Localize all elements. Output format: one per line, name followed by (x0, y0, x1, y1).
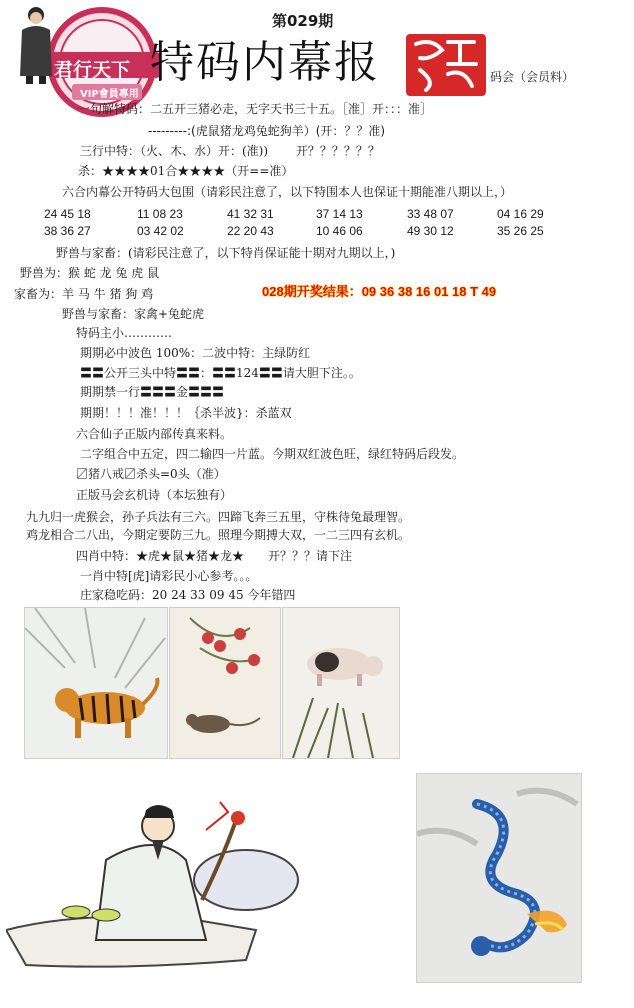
number-group: 41 32 31 (227, 207, 274, 221)
badge-subtitle: VIP會員專用 (80, 89, 139, 100)
poem-line-2: 鸡龙相合二八出，今期定要防三九。照理今期搏大双，一二三四有玄机。 (26, 528, 411, 542)
tiger-icon (25, 608, 167, 758)
fairy-line: 六合仙子正版内部传真来料。 (76, 427, 233, 441)
number-group: 22 20 43 (227, 224, 274, 238)
issue-number: 第029期 (272, 12, 334, 30)
zodiac-line: ---------:(虎鼠猪龙鸡兔蛇狗羊）(开：？？准) (148, 124, 386, 138)
one-zodiac-line: 一肖中特[虎]请彩民小心参考。。。 (80, 569, 258, 583)
encircle-heading: 六合内幕公开特码大包围（请彩民注意了，以下特围本人也保证十期能准八期以上，） (62, 185, 513, 199)
seal-stamp-icon (402, 30, 490, 100)
number-group: 33 48 07 (407, 207, 454, 221)
size-line: 特码主小………… (76, 326, 173, 340)
beast-pick-line: 野兽与家畜：家禽+兔蛇虎 (62, 307, 205, 321)
number-group: 11 08 23 (137, 207, 183, 221)
red-seal (402, 30, 490, 100)
tiger-painting (24, 607, 168, 759)
four-zodiac-line: 四肖中特：★虎★鼠★猪★龙★ 开？？？请下注 (76, 549, 353, 563)
number-group: 24 45 18 (44, 207, 91, 221)
poem-line-1: 九九归一虎猴会，孙子兵法有三六。四蹄飞奔三五里，守株待兔最理智。 (26, 510, 411, 524)
poem-heading: 正版马会玄机诗（本坛独有） (76, 488, 233, 502)
man-figure-icon (16, 6, 56, 84)
dragon-icon (417, 774, 581, 982)
draw-result: 028期开奖结果：09 36 38 16 01 18 T 49 (262, 284, 497, 299)
subtitle: 码会（会员料） (490, 70, 575, 84)
rat-icon (170, 608, 280, 758)
number-group: 37 14 13 (316, 207, 363, 221)
pig-line: 〼猪八戒〼杀头=0头（准） (76, 467, 226, 481)
man-figure (16, 6, 56, 84)
number-group: 04 16 29 (497, 207, 544, 221)
heads-line: 〓〓公开三头中特〓〓：〓〓124〓〓请大胆下注。。 (80, 366, 361, 380)
color-line: 期期必中波色 100%：二波中特：主绿防红 (80, 346, 311, 360)
wild-beasts-line: 野兽为：猴 蛇 龙 兔 虎 鼠 (20, 266, 160, 280)
domestic-line: 家畜为：羊 马 牛 猪 狗 鸡 (14, 287, 154, 301)
beast-heading: 野兽与家畜：(请彩民注意了，以下特肖保证能十期对九期以上，) (56, 246, 396, 260)
number-group: 38 36 27 (44, 224, 91, 238)
page-title: 特码内幕报 (150, 37, 380, 88)
number-group: 35 26 25 (497, 224, 544, 238)
number-grid (44, 207, 604, 241)
badge-title: 君行天下 (54, 59, 131, 81)
number-group: 10 46 06 (316, 224, 363, 238)
scholar-icon (6, 790, 314, 980)
number-group: 49 30 12 (407, 224, 454, 238)
pig-icon (283, 608, 399, 758)
pig-painting (282, 607, 400, 759)
dragon-painting (416, 773, 582, 983)
scholar-illustration (6, 790, 314, 980)
half-wave-line: 期期！！！准！！！｛杀半波}：杀蓝双 (80, 406, 292, 420)
riddle-line: 一句解特码：二五开三猪必走，无字天书三十五。［准］开：：：准］ (78, 102, 433, 116)
rat-painting (169, 607, 281, 759)
number-group: 03 42 02 (137, 224, 184, 238)
kill-line: 杀：★★★★01合★★★★（开==准） (78, 164, 294, 178)
banker-line: 庄家稳吃码：20 24 33 09 45 今年错四 (80, 588, 296, 602)
ban-line: 期期禁一行〓〓〓金〓〓〓 (80, 385, 225, 399)
elements-line: 三行中特：（火、木、水）开：(准)) 开？？？？？？ (80, 144, 380, 158)
combo-line: 二字组合中五定，四二输四一片蓝。今期双红波色旺，绿红特码后段发。 (80, 447, 465, 461)
